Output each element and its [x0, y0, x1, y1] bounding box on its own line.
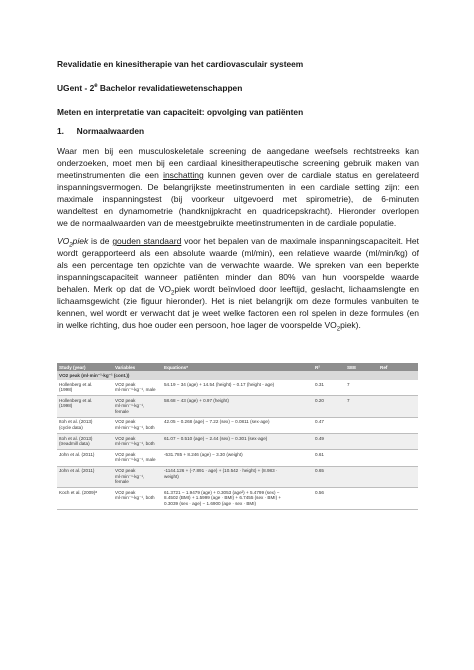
gouden-standaard-underline: gouden standaard [112, 236, 182, 246]
text-line: meetinstrumenten die een inschatting kunnen geven over de cardiale status en gerelateerd [57, 169, 419, 180]
text-line: inspanningscapaciteit wanneer patiënten minder dan 80% van hun voorspelde waarde [57, 271, 419, 282]
cell-variables-line: VO2 peak [115, 397, 136, 403]
text-line: behalen. Merk op dat de $VO_2piek$ wordt beïnvloed door leeftijd, geslacht, lichaamslengte en [57, 283, 419, 297]
cell-r2-line: 0.49 [315, 435, 324, 441]
table-row [57, 467, 418, 489]
cell-equation-line: 58.68 − 43 (age) + 0.97 (height) [164, 397, 229, 403]
cell-r2-line: 0.65 [315, 468, 324, 474]
cell-study [59, 452, 94, 458]
cell-variables-line: VO2 peak [115, 419, 136, 425]
cell-variables-line: ml·min⁻¹·kg⁻¹, male [115, 387, 156, 393]
cell-equation [164, 436, 267, 442]
cell-r2 [315, 398, 324, 404]
table-row [57, 396, 418, 418]
text-line: we de normaalwaarden van de meestgebruikte meetinstrumenten in de cardiale populatie. [57, 217, 397, 228]
cell-equation-line: 0.3039 (sex · age) − 1.6900 (age · sex · BMI) [164, 501, 257, 507]
header-study: Study (year) [59, 364, 86, 370]
cell-equation [164, 468, 277, 479]
cell-study-line: Hollenberg et al. [59, 381, 93, 387]
cell-see [347, 382, 350, 388]
course-title: Revalidatie en kinesitherapie van het cardiovasculair systeem [57, 59, 304, 69]
text-line: als een percentage ten opzichte van de verwachte waarde. We spreken van een beperkte [57, 259, 419, 270]
inschatting-underline: inschatting [163, 169, 204, 180]
cell-equation [164, 490, 281, 507]
cell-variables [115, 436, 155, 447]
table-row [57, 434, 418, 450]
cell-study-line: John et al. (2011) [59, 468, 95, 474]
cell-variables-line: VO2 peak [115, 468, 136, 474]
cell-variables [115, 382, 156, 393]
cell-study [59, 382, 92, 393]
cell-equation [164, 398, 229, 404]
text-line: wandeltest en dynamometrie (handknijpkracht en quadricepskracht). Hieronder overlopen [57, 205, 419, 216]
cell-see [347, 398, 350, 404]
text-line: $VO_2piek$ is de gouden standaard voor het bepalen van de maximale inspanningscapaciteit. Het [57, 236, 419, 249]
subsection-heading [57, 126, 144, 136]
table-row [57, 488, 418, 510]
header-equations: Equations* [164, 364, 188, 370]
cell-study-line: (treadmill data) [59, 441, 90, 447]
cell-study-line: (cycle data) [59, 425, 83, 431]
cell-r2 [315, 382, 324, 388]
cell-r2-line: 0.20 [315, 397, 324, 403]
table-header-row [57, 363, 418, 371]
vo2piek-term: $VO_2piek$ [57, 236, 89, 249]
cell-study-line: John et al. (2011) [59, 451, 95, 457]
cell-equation [164, 382, 274, 388]
subsection-title: Normaalwaarden [76, 126, 145, 136]
cell-study [59, 490, 97, 496]
text-line: inspanningsvermogen. De belangrijkste meetinstrumenten in een cardiale setting zijn: een [57, 181, 419, 192]
cell-r2-line: 0.61 [315, 451, 324, 457]
cell-variables-line: ml·min⁻¹·kg⁻¹, both [115, 425, 155, 431]
cell-equation-line: 54.19 − 34 (age) + 14.54 (height) − 0.17 (height - age) [164, 381, 275, 387]
cell-equation-line: 42.05 − 0.268 (age) − 7.22 (sex) − 0.0811 (sex·age) [164, 419, 270, 425]
cell-variables-line: ml·min⁻¹·kg⁻¹, [115, 473, 145, 479]
cell-equation-line: -531.785 + 8.246 (age) − 3.30 (weight) [164, 451, 243, 457]
program-text: UGent - 2e Bachelor revalidatiewetenschappen [57, 83, 243, 93]
cell-equation [164, 419, 270, 425]
cell-study [59, 468, 94, 474]
text-line: lichaamsgewicht (zie figuur hieronder). Het is niet belangrijk om deze formules vanbuiten te [57, 295, 419, 306]
table-row [57, 418, 418, 434]
table-subheader-row [57, 371, 418, 380]
cell-variables-line: VO2 peak [115, 489, 136, 495]
cell-study-line: (1998) [59, 403, 73, 409]
paragraph-vo2piek [57, 236, 419, 332]
cell-equation-line: weight) [164, 473, 179, 479]
cell-r2 [315, 452, 324, 458]
cell-r2 [315, 468, 324, 474]
cell-r2 [315, 490, 324, 496]
cell-variables [115, 490, 155, 501]
program-heading [57, 83, 242, 93]
cell-variables-line: ml·min⁻¹·kg⁻¹, both [115, 495, 155, 501]
header-variables: Variables [115, 364, 136, 370]
text-line: in welke richting, dus hoe ouder een persoon, hoe lager de voorspelde $VO_2piek$). [57, 319, 361, 333]
cell-r2-line: 0.31 [315, 381, 324, 387]
cell-r2-line: 0.47 [315, 419, 324, 425]
section-title: Meten en interpretatie van capaciteit: opvolging van patiënten [57, 107, 304, 117]
text-line: maximale inspanningstest (bij voorkeur uitgevoerd met spirometrie), de 6-minuten [57, 193, 419, 204]
cell-variables-line: VO2 peak [115, 381, 136, 387]
cell-equation-line: 61.07 − 0.510 (age) − 2.44 (sex) − 0.301 (sex·age) [164, 435, 268, 441]
cell-equation [164, 452, 243, 458]
header-ref: Ref [380, 364, 388, 370]
cell-r2 [315, 419, 324, 425]
header-r2: R² [315, 364, 320, 370]
cell-variables [115, 452, 156, 463]
cell-equation-line: -1144.126 + (-7.891 · age) + (10.542 · height) + (8.983 · [164, 468, 278, 474]
cell-study [59, 436, 92, 447]
cell-r2-line: 0.56 [315, 489, 324, 495]
cell-study-line: Hollenberg et al. [59, 397, 93, 403]
cell-variables [115, 468, 144, 485]
cell-equation-line: 8.4502 (BMI) + 1.5999 (age · BMI) + 6.7455 (sex · BMI) + [164, 495, 282, 501]
subheader-label: VO2 peak (ml·min⁻¹·kg⁻¹ (cont.)) [59, 372, 130, 378]
text-line: wordt gerapporteerd als een absolute waarde (ml/min), een relatieve waarde (ml/min/kg) of [57, 247, 419, 258]
subsection-number: 1. [57, 126, 64, 136]
cell-variables-line: ml·min⁻¹·kg⁻¹, both [115, 441, 155, 447]
text-line: onderzoeken, moet men bij een cardiaal kinesitherapeutische screening gebruik maken van [57, 157, 419, 168]
text-line: Waar men bij een musculoskeletale screening de aangedane weefsels rechtstreeks kan [57, 146, 419, 156]
cell-variables-line: VO2 peak [115, 435, 136, 441]
cell-study-line: Itoh et al. (2013) [59, 419, 93, 425]
cell-equation-line: 61.3721 − 1.9479 (age) + 0.3053 (age²) + 5.4799 (sex) − [164, 489, 280, 495]
paragraph-normaalwaarden [57, 146, 419, 230]
cell-study [59, 398, 92, 409]
cell-variables [115, 419, 155, 430]
cell-variables-line: female [115, 479, 129, 485]
prediction-equations-table [57, 363, 418, 510]
cell-r2 [315, 436, 324, 442]
cell-variables-line: ml·min⁻¹·kg⁻¹, male [115, 457, 156, 463]
cell-variables-line: ml·min⁻¹·kg⁻¹, [115, 403, 145, 409]
table-row [57, 380, 418, 396]
cell-variables-line: VO2 peak [115, 451, 136, 457]
cell-study [59, 419, 92, 430]
cell-variables [115, 398, 144, 415]
cell-study-line: Koch et al. (2009)ᵃ [59, 489, 97, 495]
cell-variables-line: female [115, 408, 129, 414]
table-body [57, 380, 418, 510]
cell-see-line: 7 [347, 397, 350, 403]
text-line: kennen, wel wordt er verwacht dat je weet welke factoren een rol spelen in deze formules (en [57, 307, 419, 318]
header-see: SEE [347, 364, 357, 370]
cell-study-line: (1998) [59, 387, 73, 393]
cell-study-line: Itoh et al. (2013) [59, 435, 93, 441]
cell-see-line: 7 [347, 381, 350, 387]
table-row [57, 450, 418, 466]
